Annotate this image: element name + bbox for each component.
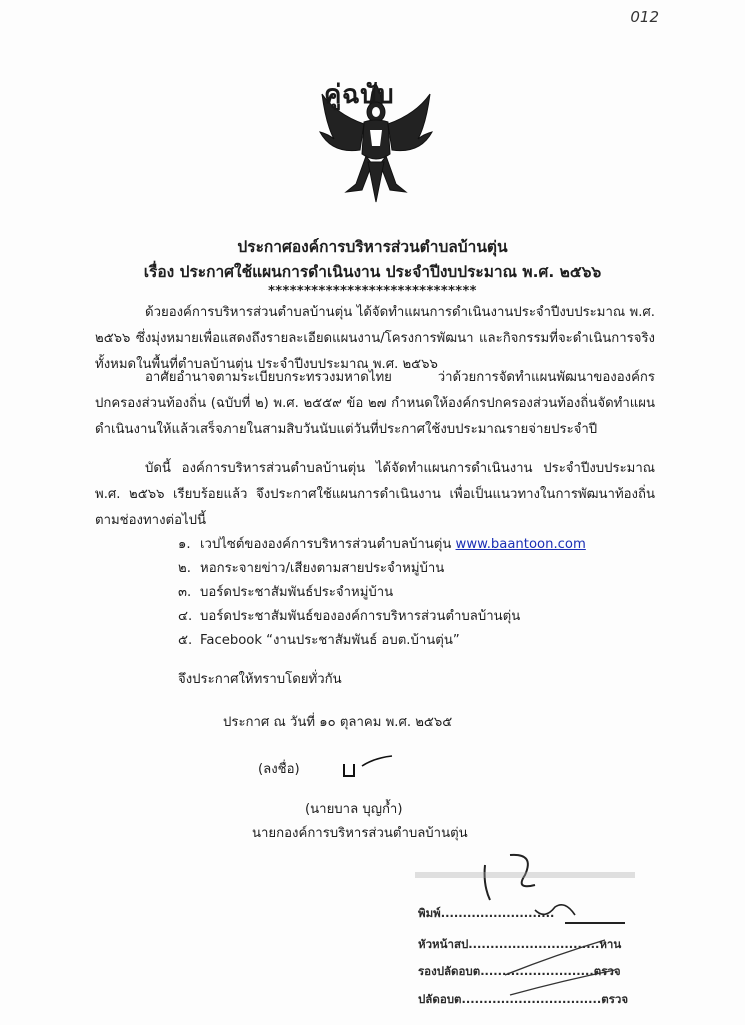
paragraph-2: อาศัยอำนาจตามระเบียบกระทรวงมหาดไทย ว่าด้วยการจัดทำแผนพัฒนาขององค์กรปกครองส่วนท้องถิ่น (ฉบับที่ ๒) พ.ศ. ๒๕๕๙ ข้อ ๒๗ กำหนดให้องค์กรปกครองส่วนท้องถิ่นจัดทำแผนดำเนินงานให้แล้วเสร็จภายในสามสิบวันนับแต่วันที่ประกาศใช้งบประมาณรายจ่ายประจำปี [95, 370, 655, 437]
signature-label: (ลงชื่อ) [258, 762, 300, 777]
list-item: ๑. เวปไซต์ขององค์การบริหารส่วนตำบลบ้านตุ่น www.baantoon.com [178, 537, 586, 552]
list-item: ๒. หอกระจายข่าว/เสียงตามสายประจำหมู่บ้าน [178, 561, 445, 576]
handwritten-signature-icon [340, 752, 400, 782]
title-divider: ***************************** [268, 284, 477, 299]
stamp-row-deputy-clerk: รองปลัดอบต..........................ตรวจ [418, 964, 621, 978]
list-item: ๔. บอร์ดประชาสัมพันธ์ขององค์การบริหารส่วนตำบลบ้านตุ่น [178, 609, 521, 624]
announcement-date: ประกาศ ณ วันที่ ๑๐ ตุลาคม พ.ศ. ๒๕๖๕ [223, 715, 453, 730]
channel-list [178, 533, 586, 653]
website-link[interactable]: www.baantoon.com [455, 537, 586, 552]
copy-stamp-label: คู่ฉบับ [324, 80, 395, 110]
document-title: ประกาศองค์การบริหารส่วนตำบลบ้านตุ่น [237, 238, 508, 256]
stamp-row-typist: พิมพ์.......................... [418, 906, 555, 920]
stamp-row-office-head: หัวหน้าสป..............................หาน [418, 937, 622, 951]
closing-statement: จึงประกาศให้ทราบโดยทั่วกัน [178, 672, 342, 687]
paragraph-3: บัดนี้ องค์การบริหารส่วนตำบลบ้านตุ่น ได้จัดทำแผนการดำเนินงาน ประจำปีงบประมาณ พ.ศ. ๒๕๖๖ เรียบร้อยแล้ว จึงประกาศใช้แผนการดำเนินงาน เพื่อเป็นแนวทางในการพัฒนาท้องถิ่นตามช่องทางต่อไปนี้ [95, 461, 655, 528]
page-number: 012 [630, 8, 659, 26]
list-item: ๕. Facebook “งานประชาสัมพันธ์ อบต.บ้านตุ่น” [178, 633, 460, 648]
list-item: ๓. บอร์ดประชาสัมพันธ์ประจำหมู่บ้าน [178, 585, 394, 600]
document-subject: เรื่อง ประกาศใช้แผนการดำเนินงาน ประจำปีงบประมาณ พ.ศ. ๒๕๖๖ [143, 263, 602, 281]
paragraph-1: ด้วยองค์การบริหารส่วนตำบลบ้านตุ่น ได้จัดทำแผนการดำเนินงานประจำปีงบประมาณ พ.ศ. ๒๕๖๖ ซึ่งมุ่งหมายเพื่อแสดงถึงรายละเอียดแผนงาน/โครงการพัฒนา และกิจกรรมที่จะดำเนินการจริงทั้งหมดในพื้นที่ตำบลบ้านตุ่น ประจำปีงบประมาณ พ.ศ. ๒๕๖๖ [95, 305, 655, 372]
signer-position: นายกองค์การบริหารส่วนตำบลบ้านตุ่น [252, 826, 468, 841]
signer-name: (นายบาล บุญก้ำ) [305, 802, 403, 817]
stamp-row-clerk: ปลัดอบต................................ตรวจ [418, 992, 629, 1006]
